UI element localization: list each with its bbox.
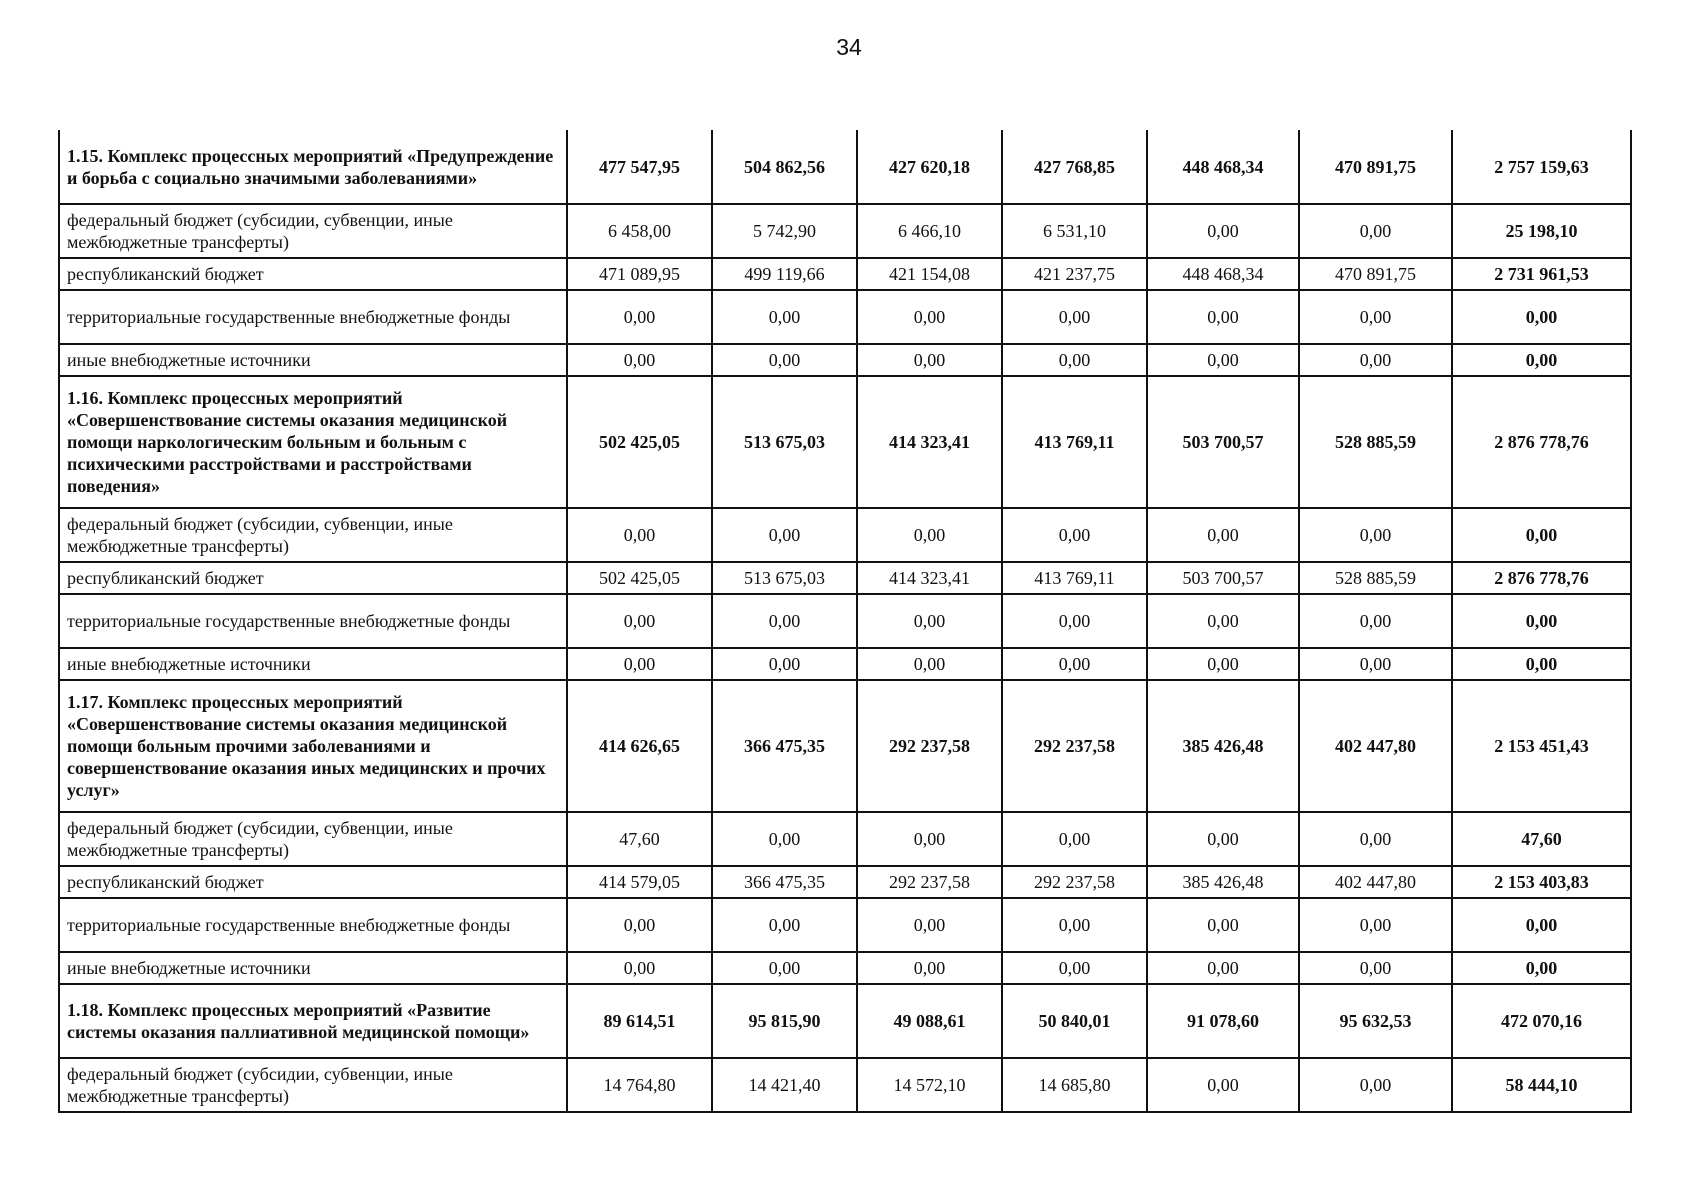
page-number: 34 [836,34,862,60]
amount-cell: 0,00 [567,648,712,680]
amount-cell: 0,00 [1147,952,1299,984]
total-amount-cell: 2 757 159,63 [1452,130,1631,204]
amount-cell: 292 237,58 [1002,866,1147,898]
amount-cell: 513 675,03 [712,376,857,508]
program-row [59,376,1631,508]
amount-cell: 366 475,35 [712,680,857,812]
funding-source-row [59,648,1631,680]
amount-cell: 0,00 [567,898,712,952]
amount-cell: 385 426,48 [1147,866,1299,898]
amount-cell: 0,00 [1002,648,1147,680]
amount-cell: 0,00 [857,508,1002,562]
amount-cell: 0,00 [1147,290,1299,344]
total-amount-cell: 25 198,10 [1452,204,1631,258]
total-amount-cell: 0,00 [1452,898,1631,952]
amount-cell: 0,00 [1147,1058,1299,1112]
amount-cell: 471 089,95 [567,258,712,290]
funding-source-cell: иные внебюджетные источники [59,648,567,680]
amount-cell: 0,00 [1147,508,1299,562]
amount-cell: 0,00 [567,952,712,984]
amount-cell: 14 421,40 [712,1058,857,1112]
amount-cell: 95 815,90 [712,984,857,1058]
amount-cell: 0,00 [857,952,1002,984]
funding-source-row [59,952,1631,984]
amount-cell: 0,00 [712,290,857,344]
amount-cell: 6 531,10 [1002,204,1147,258]
amount-cell: 421 154,08 [857,258,1002,290]
amount-cell: 14 685,80 [1002,1058,1147,1112]
amount-cell: 0,00 [712,812,857,866]
amount-cell: 91 078,60 [1147,984,1299,1058]
total-amount-cell: 0,00 [1452,648,1631,680]
amount-cell: 0,00 [1299,1058,1452,1112]
funding-source-cell: федеральный бюджет (субсидии, субвенции, иные межбюджетные трансферты) [59,204,567,258]
total-amount-cell: 2 153 403,83 [1452,866,1631,898]
amount-cell: 385 426,48 [1147,680,1299,812]
amount-cell: 0,00 [1147,204,1299,258]
funding-source-cell: республиканский бюджет [59,866,567,898]
amount-cell: 528 885,59 [1299,562,1452,594]
total-amount-cell: 58 444,10 [1452,1058,1631,1112]
amount-cell: 89 614,51 [567,984,712,1058]
amount-cell: 0,00 [1299,204,1452,258]
program-title-cell: 1.18. Комплекс процессных мероприятий «Развитие системы оказания паллиативной медицинской помощи» [59,984,567,1058]
amount-cell: 427 768,85 [1002,130,1147,204]
amount-cell: 0,00 [857,898,1002,952]
total-amount-cell: 2 731 961,53 [1452,258,1631,290]
total-amount-cell: 0,00 [1452,290,1631,344]
total-amount-cell: 472 070,16 [1452,984,1631,1058]
amount-cell: 0,00 [1147,648,1299,680]
budget-table-body [59,130,1631,1112]
funding-source-cell: республиканский бюджет [59,562,567,594]
funding-source-row [59,594,1631,648]
amount-cell: 503 700,57 [1147,562,1299,594]
amount-cell: 0,00 [1002,952,1147,984]
amount-cell: 502 425,05 [567,376,712,508]
total-amount-cell: 0,00 [1452,594,1631,648]
amount-cell: 49 088,61 [857,984,1002,1058]
funding-source-cell: федеральный бюджет (субсидии, субвенции, иные межбюджетные трансферты) [59,1058,567,1112]
amount-cell: 50 840,01 [1002,984,1147,1058]
funding-source-row [59,204,1631,258]
amount-cell: 414 323,41 [857,562,1002,594]
amount-cell: 0,00 [712,594,857,648]
amount-cell: 0,00 [1002,898,1147,952]
amount-cell: 413 769,11 [1002,376,1147,508]
amount-cell: 95 632,53 [1299,984,1452,1058]
amount-cell: 0,00 [1299,594,1452,648]
amount-cell: 0,00 [857,648,1002,680]
program-title-cell: 1.17. Комплекс процессных мероприятий «Совершенствование системы оказания медицинской помощи больным прочими заболеваниями и совершенствование оказания иных медицинских и прочих услуг» [59,680,567,812]
funding-source-row [59,508,1631,562]
amount-cell: 0,00 [1299,898,1452,952]
funding-source-row [59,258,1631,290]
amount-cell: 0,00 [857,344,1002,376]
funding-source-cell: территориальные государственные внебюджетные фонды [59,290,567,344]
amount-cell: 6 466,10 [857,204,1002,258]
amount-cell: 0,00 [1002,344,1147,376]
amount-cell: 0,00 [567,290,712,344]
amount-cell: 427 620,18 [857,130,1002,204]
amount-cell: 0,00 [1299,508,1452,562]
funding-source-row [59,290,1631,344]
amount-cell: 366 475,35 [712,866,857,898]
amount-cell: 47,60 [567,812,712,866]
amount-cell: 477 547,95 [567,130,712,204]
amount-cell: 513 675,03 [712,562,857,594]
amount-cell: 402 447,80 [1299,680,1452,812]
amount-cell: 414 579,05 [567,866,712,898]
amount-cell: 0,00 [712,648,857,680]
funding-source-cell: территориальные государственные внебюджетные фонды [59,898,567,952]
amount-cell: 414 626,65 [567,680,712,812]
amount-cell: 448 468,34 [1147,258,1299,290]
amount-cell: 402 447,80 [1299,866,1452,898]
total-amount-cell: 0,00 [1452,952,1631,984]
program-row [59,130,1631,204]
amount-cell: 0,00 [1002,508,1147,562]
amount-cell: 0,00 [1002,812,1147,866]
amount-cell: 470 891,75 [1299,130,1452,204]
amount-cell: 414 323,41 [857,376,1002,508]
funding-source-cell: иные внебюджетные источники [59,952,567,984]
amount-cell: 14 572,10 [857,1058,1002,1112]
funding-source-row [59,562,1631,594]
funding-source-cell: федеральный бюджет (субсидии, субвенции, иные межбюджетные трансферты) [59,508,567,562]
amount-cell: 292 237,58 [857,680,1002,812]
amount-cell: 0,00 [857,594,1002,648]
funding-source-cell: федеральный бюджет (субсидии, субвенции, иные межбюджетные трансферты) [59,812,567,866]
amount-cell: 0,00 [1002,290,1147,344]
amount-cell: 504 862,56 [712,130,857,204]
amount-cell: 0,00 [857,812,1002,866]
amount-cell: 0,00 [712,344,857,376]
funding-source-row [59,344,1631,376]
amount-cell: 5 742,90 [712,204,857,258]
funding-source-row [59,866,1631,898]
program-row [59,984,1631,1058]
amount-cell: 0,00 [567,344,712,376]
amount-cell: 528 885,59 [1299,376,1452,508]
amount-cell: 0,00 [1147,898,1299,952]
total-amount-cell: 2 876 778,76 [1452,562,1631,594]
program-title-cell: 1.16. Комплекс процессных мероприятий «Совершенствование системы оказания медицинской помощи наркологическим больным и больным с психическими расстройствами и расстройствами поведения» [59,376,567,508]
total-amount-cell: 2 153 451,43 [1452,680,1631,812]
amount-cell: 292 237,58 [1002,680,1147,812]
budget-table [58,130,1632,1113]
funding-source-cell: республиканский бюджет [59,258,567,290]
amount-cell: 6 458,00 [567,204,712,258]
amount-cell: 0,00 [567,594,712,648]
amount-cell: 421 237,75 [1002,258,1147,290]
amount-cell: 503 700,57 [1147,376,1299,508]
funding-source-row [59,898,1631,952]
program-title-cell: 1.15. Комплекс процессных мероприятий «Предупреждение и борьба с социально значимыми заболеваниями» [59,130,567,204]
funding-source-row [59,1058,1631,1112]
funding-source-cell: иные внебюджетные источники [59,344,567,376]
amount-cell: 0,00 [1147,812,1299,866]
amount-cell: 0,00 [712,952,857,984]
amount-cell: 292 237,58 [857,866,1002,898]
total-amount-cell: 47,60 [1452,812,1631,866]
amount-cell: 14 764,80 [567,1058,712,1112]
program-row [59,680,1631,812]
amount-cell: 0,00 [1299,290,1452,344]
amount-cell: 499 119,66 [712,258,857,290]
amount-cell: 0,00 [1002,594,1147,648]
amount-cell: 0,00 [712,508,857,562]
funding-source-cell: территориальные государственные внебюджетные фонды [59,594,567,648]
total-amount-cell: 0,00 [1452,508,1631,562]
amount-cell: 0,00 [857,290,1002,344]
amount-cell: 413 769,11 [1002,562,1147,594]
total-amount-cell: 2 876 778,76 [1452,376,1631,508]
amount-cell: 0,00 [1299,812,1452,866]
funding-source-row [59,812,1631,866]
amount-cell: 470 891,75 [1299,258,1452,290]
amount-cell: 0,00 [567,508,712,562]
amount-cell: 448 468,34 [1147,130,1299,204]
amount-cell: 0,00 [1147,594,1299,648]
amount-cell: 0,00 [1299,952,1452,984]
amount-cell: 0,00 [1147,344,1299,376]
amount-cell: 502 425,05 [567,562,712,594]
amount-cell: 0,00 [1299,344,1452,376]
amount-cell: 0,00 [1299,648,1452,680]
total-amount-cell: 0,00 [1452,344,1631,376]
amount-cell: 0,00 [712,898,857,952]
